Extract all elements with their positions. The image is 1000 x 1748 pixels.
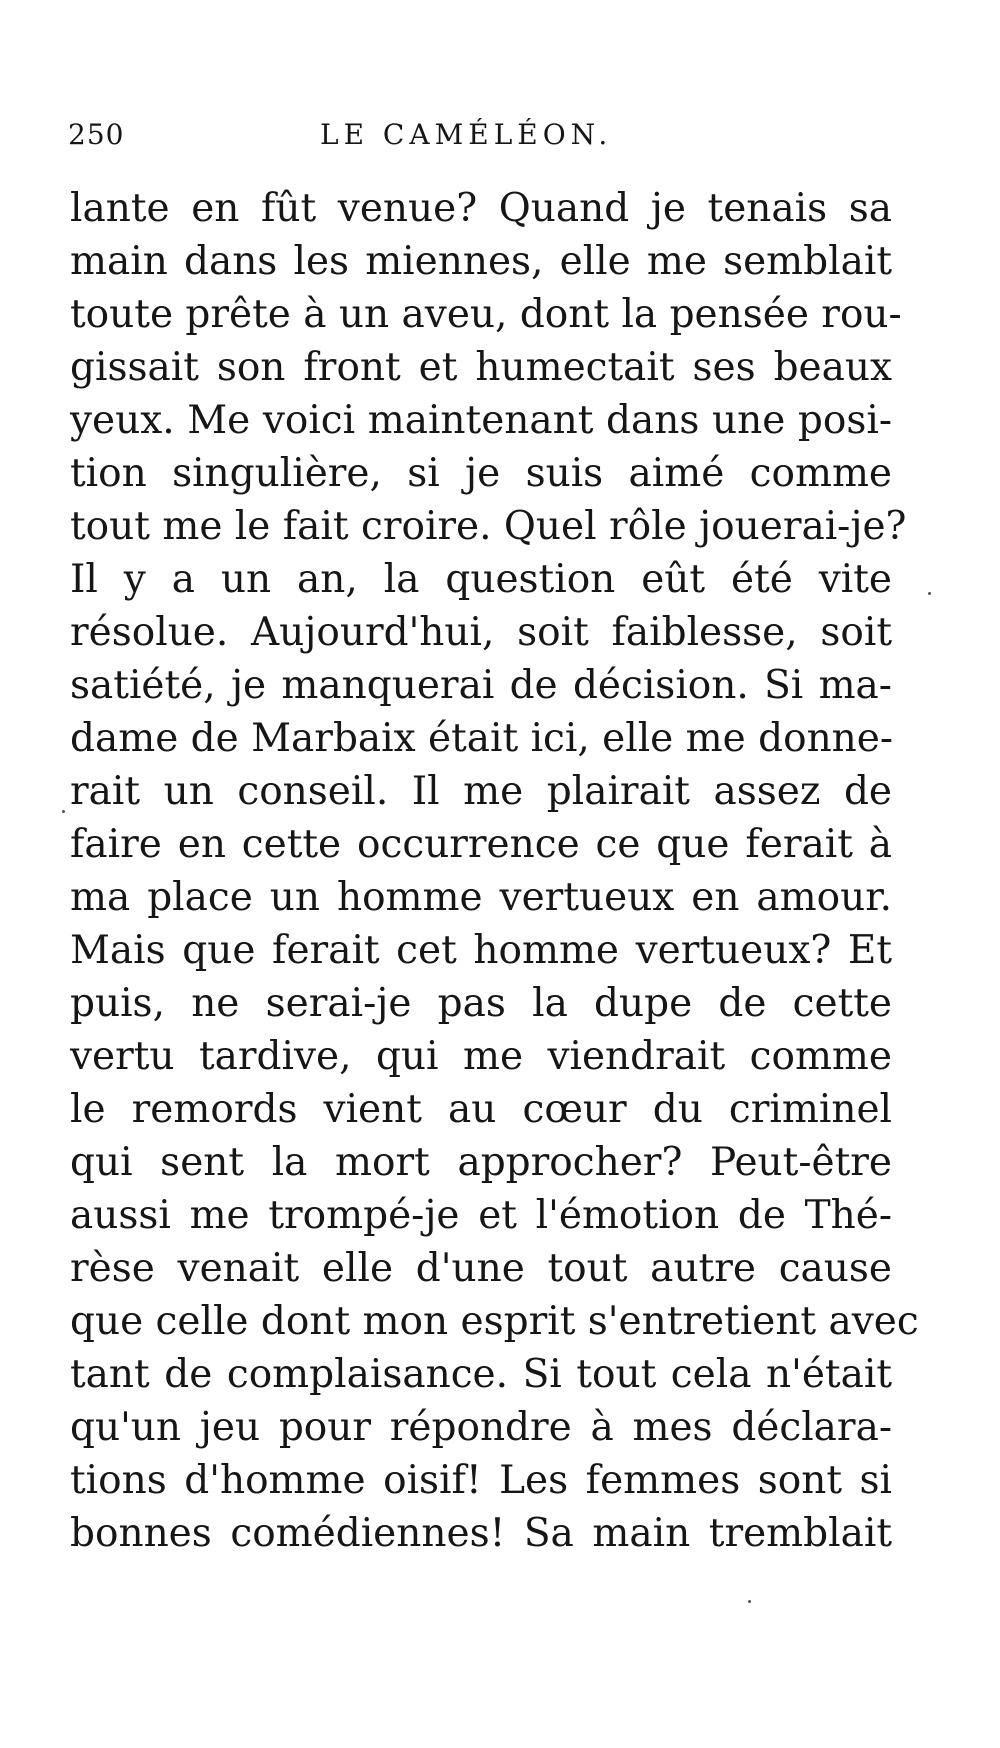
text-line: main dans les miennes, elle me semblait (70, 239, 892, 284)
print-speck (62, 810, 65, 813)
text-line: toute prête à un aveu, dont la pensée rou- (70, 292, 902, 337)
body-text (70, 182, 919, 1560)
page-header (68, 118, 900, 158)
text-line: satiété, je manquerai de décision. Si ma- (70, 663, 892, 708)
text-line: que celle dont mon esprit s'entretient avec (70, 1299, 919, 1344)
text-line: tant de complaisance. Si tout cela n'était (70, 1352, 892, 1397)
text-line: aussi me trompé-je et l'émotion de Thé- (70, 1193, 892, 1238)
text-line: tout me le fait croire. Quel rôle jouerai-je? (70, 504, 907, 549)
text-line: bonnes comédiennes! Sa main tremblait (70, 1511, 892, 1556)
text-line: tion singulière, si je suis aimé comme (70, 451, 892, 496)
text-line: lante en fût venue? Quand je tenais sa (70, 186, 892, 231)
text-line: résolue. Aujourd'hui, soit faiblesse, soit (70, 610, 892, 655)
print-speck (748, 1600, 751, 1603)
text-line: faire en cette occurrence ce que ferait à (70, 822, 892, 867)
text-line: rèse venait elle d'une tout autre cause (70, 1246, 892, 1291)
text-line: vertu tardive, qui me viendrait comme (70, 1034, 892, 1079)
text-line: puis, ne serai-je pas la dupe de cette (70, 981, 892, 1026)
print-speck (928, 592, 931, 595)
text-line: yeux. Me voici maintenant dans une posi- (70, 398, 892, 443)
text-line: qui sent la mort approcher? Peut-être (70, 1140, 892, 1185)
text-line: gissait son front et humectait ses beaux (70, 345, 892, 390)
text-line: ma place un homme vertueux en amour. (70, 875, 892, 920)
text-line: Il y a un an, la question eût été vite (70, 557, 892, 602)
text-line: rait un conseil. Il me plairait assez de (70, 769, 892, 814)
text-line: qu'un jeu pour répondre à mes déclara- (70, 1405, 892, 1450)
text-line: tions d'homme oisif! Les femmes sont si (70, 1458, 892, 1503)
text-line: le remords vient au cœur du criminel (70, 1087, 892, 1132)
running-title: LE CAMÉLÉON. (320, 118, 613, 151)
page-number: 250 (68, 118, 125, 151)
text-line: Mais que ferait cet homme vertueux? Et (70, 928, 892, 973)
text-line: dame de Marbaix était ici, elle me donne- (70, 716, 894, 761)
